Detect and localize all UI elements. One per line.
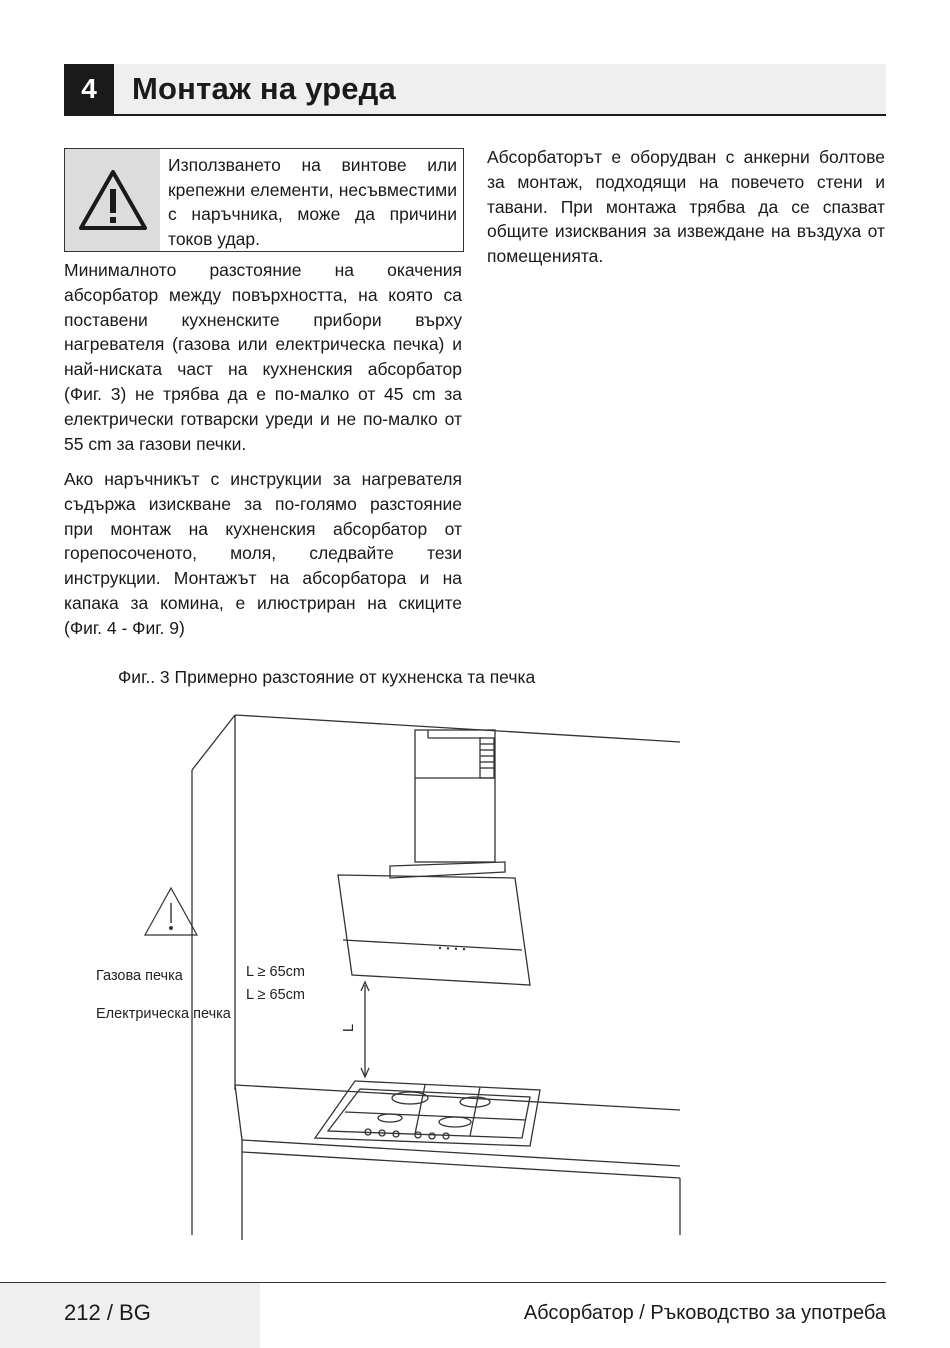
section-number: 4 [64,64,114,114]
left-paragraph-1: Минималното разстояние на окачения абсорбатор между повърхността, на която са поставени кухненските прибори върху нагревателя (газова или електрическа печка) и най-ниската част на кухненския абсорбатор (Фиг. 3) не трябва да е по-малко от 45 cm за електрически готварски уреди и не по-малко от 55 cm за газови печки. [64,260,462,454]
dimension-letter: L [341,1023,358,1033]
electric-distance-label: L ≥ 65cm [246,987,305,1003]
page-title: Монтаж на уреда [132,71,397,106]
footer-divider [0,1282,886,1283]
gas-stove-label: Газова печка [96,968,183,984]
left-paragraph-2: Ако наръчникът с инструкции за нагревателя съдържа изискване за по-голямо разстояние при монтаж на кухненския абсорбатор от горепосоченото, моля, следвайте тези инструкции. Монтажът на абсорбатора и на капака за комина, е илюстриран на скиците (Фиг. 4 - Фиг. 9) [64,469,462,638]
right-paragraph-1: Абсорбаторът е оборудван с анкерни болтове за монтаж, подходящи на повечето стени и тавани. При монтажа трябва да се спазват общите изисквания за извеждане на въздуха от помещенията. [487,147,885,267]
section-header [64,64,886,116]
page-number: 212 / BG [64,1300,151,1325]
warning-text: Използването на винтове или крепежни елементи, несъвместими с наръчника, може да причини токов удар. [168,155,457,249]
electric-stove-label: Електрическа печка [96,1006,231,1022]
warning-triangle-icon [78,169,148,231]
document-title: Абсорбатор / Ръководство за употреба [523,1302,886,1324]
warning-box [64,148,464,252]
figure-caption: Фиг.. 3 Примерно разстояние от кухненска та печка [118,667,536,687]
figure-3-diagram [60,700,700,1250]
warning-icon-cell [65,149,160,251]
gas-distance-label: L ≥ 65cm [246,964,305,980]
